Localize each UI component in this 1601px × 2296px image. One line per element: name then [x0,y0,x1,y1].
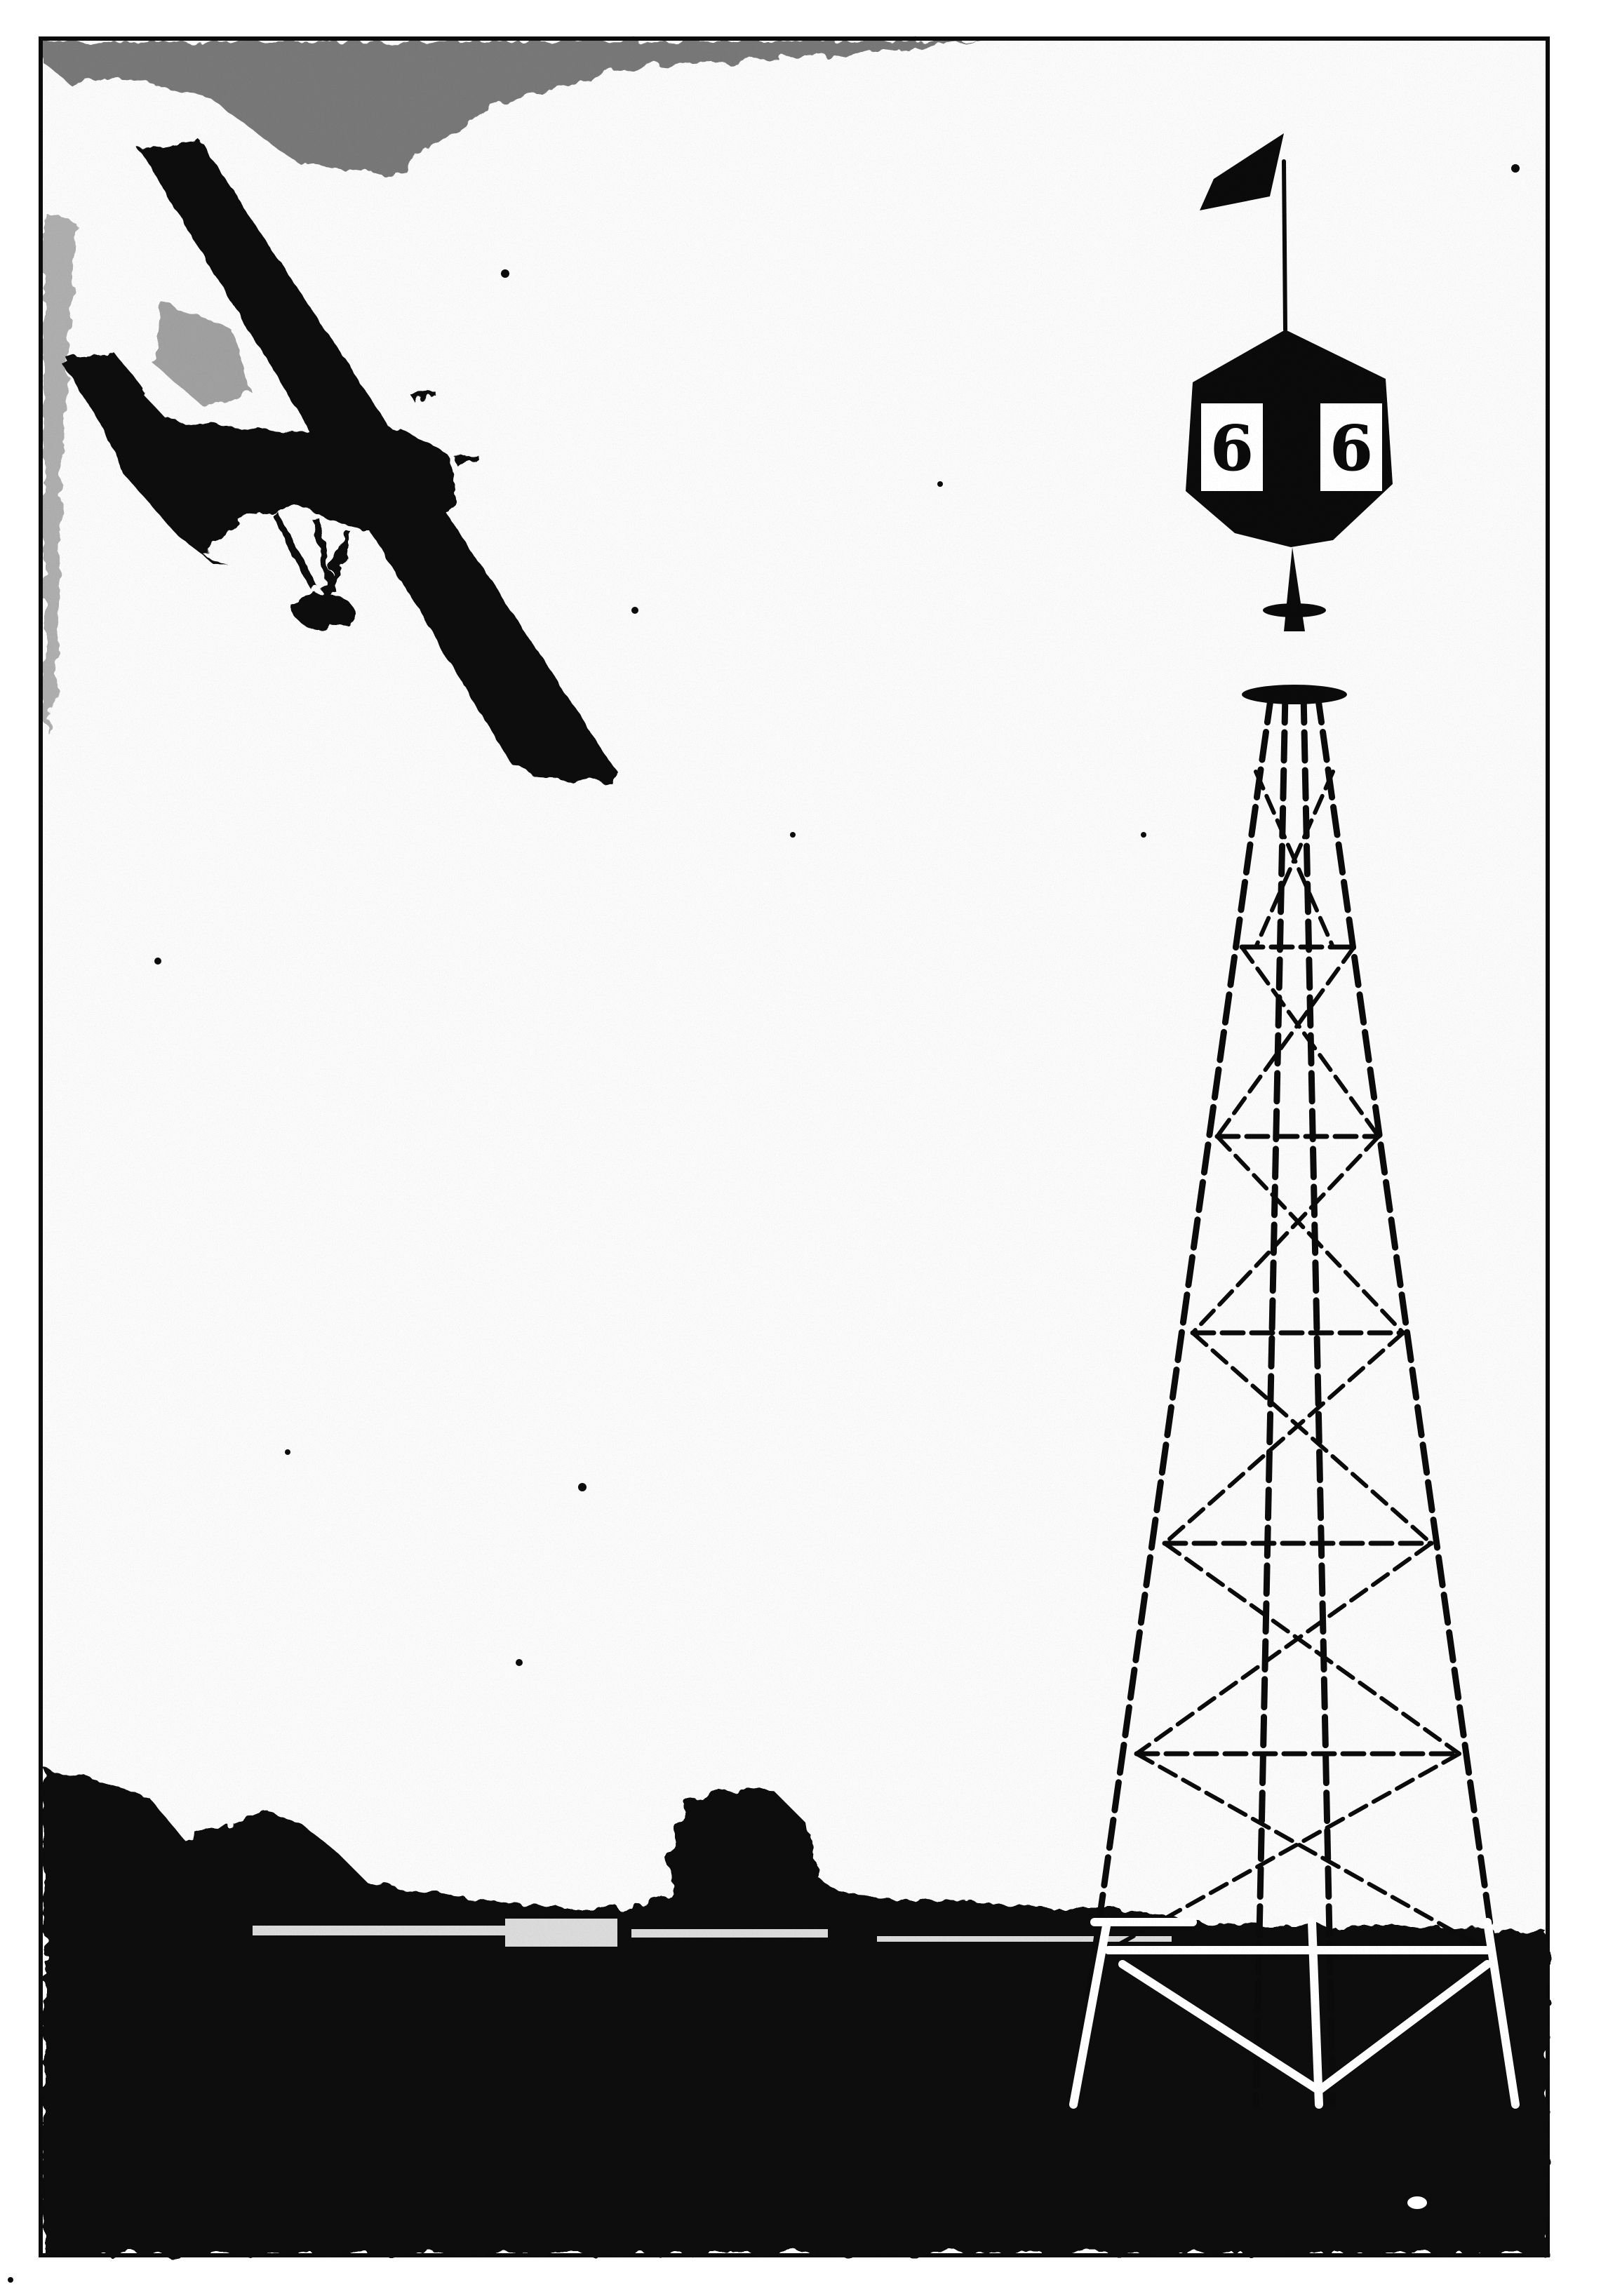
pylon-marker-number-right: 6 [1329,412,1373,485]
pylon-marker-number-left: 6 [1210,412,1254,485]
film-grain [41,39,1548,2255]
ground-white-spot [1407,2196,1427,2209]
